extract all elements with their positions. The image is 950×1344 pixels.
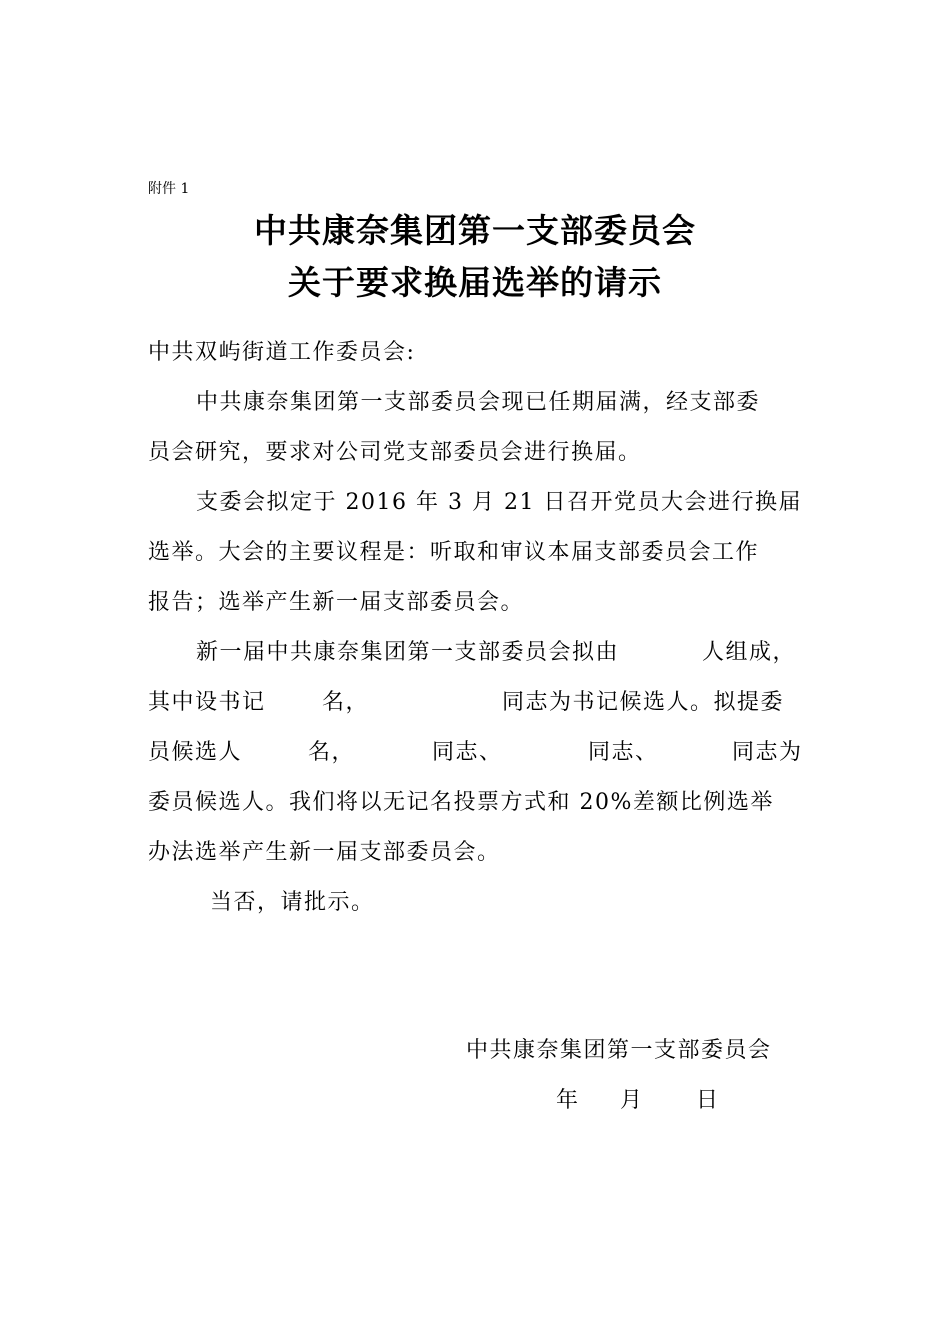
closing-request: 当否，请批示。 <box>210 890 375 915</box>
signature-month: 月 <box>620 1088 643 1113</box>
para3-line1-text-b: 人组成， <box>702 640 797 665</box>
para3-line2-text-c: 同志为书记候选人。拟提委 <box>502 690 785 715</box>
document-title-line1: 中共康奈集团第一支部委员会 <box>254 211 696 250</box>
para3-line3-text-a: 员候选人 <box>148 740 243 765</box>
para3-line3-text-e: 同志为 <box>732 740 803 765</box>
para3-line3 <box>148 735 808 765</box>
para3-line5: 办法选举产生新一届支部委员会。 <box>148 840 501 865</box>
para3-line3-text-d: 同志、 <box>588 740 659 765</box>
signature-year: 年 <box>556 1088 579 1113</box>
para1-line2: 员会研究，要求对公司党支部委员会进行换届。 <box>148 440 642 465</box>
para1-line1: 中共康奈集团第一支部委员会现已任期届满，经支部委 <box>196 390 761 415</box>
attachment-label: 附件 1 <box>148 181 190 197</box>
signature-organization: 中共康奈集团第一支部委员会 <box>466 1038 772 1063</box>
para3-line3-text-b: 名， <box>308 740 356 765</box>
signature-day: 日 <box>696 1088 719 1113</box>
para2-line1: 支委会拟定于 2016 年 3 月 21 日召开党员大会进行换届 <box>196 490 802 515</box>
para2-line2: 选举。大会的主要议程是：听取和审议本届支部委员会工作 <box>148 540 760 565</box>
para3-line4: 委员候选人。我们将以无记名投票方式和 20%差额比例选举 <box>148 790 774 815</box>
salutation: 中共双屿街道工作委员会: <box>148 340 416 365</box>
document-title-line2: 关于要求换届选举的请示 <box>288 263 662 302</box>
para3-line1-text-a: 新一届中共康奈集团第一支部委员会拟由 <box>196 640 620 665</box>
para3-line2 <box>148 685 808 715</box>
para2-line3: 报告；选举产生新一届支部委员会。 <box>148 590 525 615</box>
para3-line1 <box>148 635 808 665</box>
para3-line2-text-a: 其中设书记 <box>148 690 266 715</box>
para3-line3-text-c: 同志、 <box>432 740 503 765</box>
para3-line2-text-b: 名， <box>322 690 370 715</box>
